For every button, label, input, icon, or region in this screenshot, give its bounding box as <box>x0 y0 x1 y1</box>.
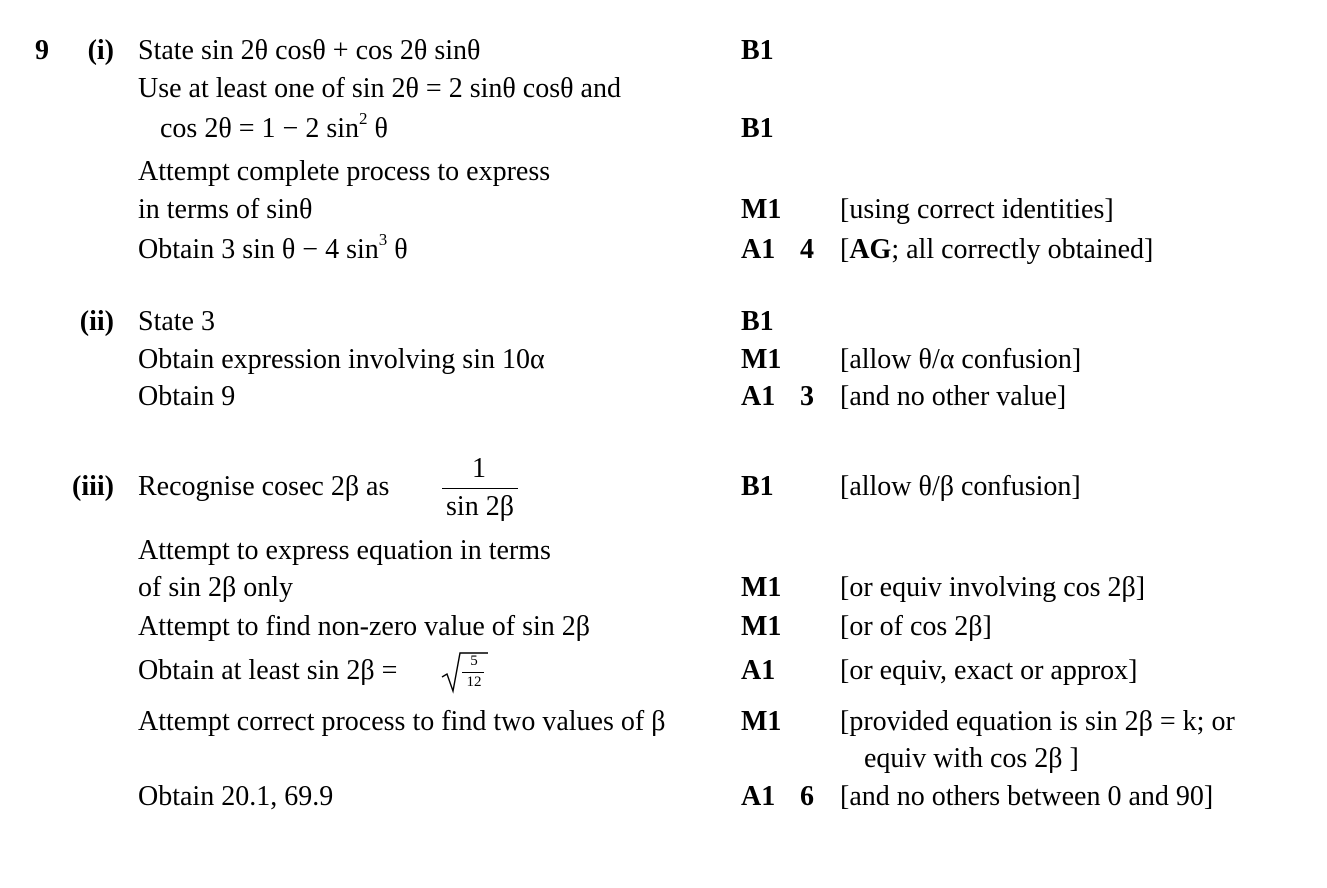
part-iii-line-1: Recognise cosec 2β as <box>138 471 390 502</box>
part-i-line-3-end: θ <box>367 113 388 144</box>
part-iii-label: (iii) <box>72 471 114 502</box>
part-iii-line-4-note: [or of cos 2β] <box>840 611 992 642</box>
sqrt-denominator: 12 <box>466 674 482 690</box>
part-ii-label: (ii) <box>79 306 114 337</box>
sqrt-numerator: 5 <box>470 653 478 669</box>
part-iii-line-5: Obtain at least sin 2β = <box>138 655 398 686</box>
part-i-line-5: in terms of sinθ <box>138 194 313 225</box>
part-i-total: 4 <box>800 234 814 265</box>
part-i-line-3-text: cos 2θ = 1 − 2 sin <box>160 113 359 144</box>
sqrt-fraction <box>440 651 492 695</box>
part-i-line-6-end: θ <box>387 234 408 265</box>
part-iii-line-6-mark: M1 <box>741 706 782 737</box>
part-ii-line-2-note: [allow θ/α confusion] <box>840 344 1082 375</box>
part-i-line-6-note <box>840 233 1153 267</box>
fraction-bar <box>442 488 518 489</box>
part-iii-line-1-note: [allow θ/β confusion] <box>840 471 1081 502</box>
part-i-line-1-mark: B1 <box>741 35 774 66</box>
part-iii-line-6-note-cont: equiv with cos 2β ] <box>864 743 1079 774</box>
part-i-line-3-exponent: 2 <box>359 109 368 128</box>
part-iii-line-6: Attempt correct process to find two values of β <box>138 706 666 737</box>
part-ii-line-3-mark: A1 <box>741 381 776 412</box>
fraction-numerator: 1 <box>472 453 486 484</box>
cosec-fraction <box>440 450 520 528</box>
part-ii-line-1-mark: B1 <box>741 306 774 337</box>
part-iii-line-4: Attempt to find non-zero value of sin 2β <box>138 611 591 642</box>
part-i-line-6 <box>138 230 408 267</box>
part-ii-line-2: Obtain expression involving sin 10α <box>138 344 545 375</box>
part-ii-line-1: State 3 <box>138 306 215 337</box>
part-ii-total: 3 <box>800 381 814 412</box>
part-iii-line-7-mark: A1 <box>741 781 776 812</box>
part-iii-line-5-note: [or equiv, exact or approx] <box>840 655 1138 686</box>
part-iii-line-3-note: [or equiv involving cos 2β] <box>840 572 1146 603</box>
part-iii-line-3: of sin 2β only <box>138 572 294 603</box>
part-i-line-2: Use at least one of sin 2θ = 2 sinθ cosθ and <box>138 73 621 104</box>
part-i-line-3-mark: B1 <box>741 113 774 144</box>
part-iii-line-1-mark: B1 <box>741 471 774 502</box>
fraction-denominator: sin 2β <box>446 491 514 522</box>
part-iii-line-7-note: [and no others between 0 and 90] <box>840 781 1214 812</box>
part-iii-line-2: Attempt to express equation in terms <box>138 535 551 566</box>
part-iii-line-5-mark: A1 <box>741 655 776 686</box>
question-number: 9 <box>35 35 49 66</box>
part-iii-total: 6 <box>800 781 814 812</box>
part-ii-line-2-mark: M1 <box>741 344 782 375</box>
part-i-note-ag: AG <box>849 234 892 265</box>
part-i-line-6-text: Obtain 3 sin θ − 4 sin <box>138 234 379 265</box>
part-iii-line-7: Obtain 20.1, 69.9 <box>138 781 334 812</box>
part-i-label: (i) <box>87 35 114 66</box>
part-iii-line-3-mark: M1 <box>741 572 782 603</box>
part-i-line-5-note: [using correct identities] <box>840 194 1114 225</box>
part-ii-line-3: Obtain 9 <box>138 381 236 412</box>
part-i-line-3 <box>160 109 388 146</box>
part-iii-line-6-note: [provided equation is sin 2β = k; or <box>840 706 1235 737</box>
part-ii-line-3-note: [and no other value] <box>840 381 1067 412</box>
part-i-line-1: State sin 2θ cosθ + cos 2θ sinθ <box>138 35 481 66</box>
part-i-note-open: [ <box>840 234 850 265</box>
part-i-line-6-mark: A1 <box>741 234 776 265</box>
part-i-line-5-mark: M1 <box>741 194 782 225</box>
part-i-note-rest: ; all correctly obtained] <box>891 234 1154 265</box>
part-iii-line-4-mark: M1 <box>741 611 782 642</box>
part-i-line-6-exponent: 3 <box>378 230 388 249</box>
part-i-line-4: Attempt complete process to express <box>138 156 551 187</box>
